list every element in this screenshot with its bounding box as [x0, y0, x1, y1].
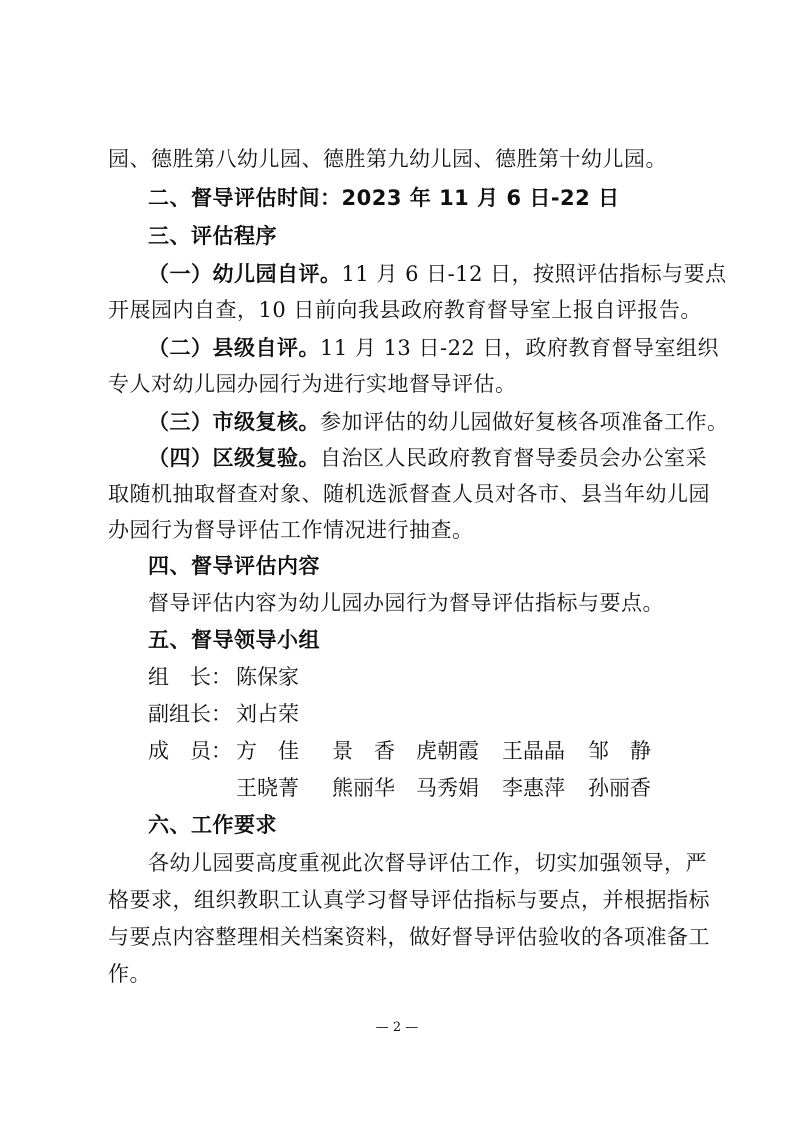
member-name: 方 佳	[236, 739, 299, 763]
procedure-item-2-cont: 专人对幼儿园办园行为进行实地督导评估。	[108, 372, 517, 396]
member-name: 虎朝霞	[416, 739, 479, 763]
procedure-item-4	[148, 440, 748, 476]
requirements-line-1: 各幼儿园要高度重视此次督导评估工作，切实加强领导，严	[148, 851, 707, 875]
procedure-item-4-cont-1: 取随机抽取督查对象、随机选派督查人员对各市、县当年幼儿园	[108, 482, 710, 506]
procedure-item-2	[148, 330, 748, 366]
procedure-item-1	[148, 256, 748, 292]
team-deputy-name: 刘占荣	[236, 702, 299, 726]
section-heading-content: 四、督导评估内容	[148, 554, 320, 578]
requirements-line-3: 与要点内容整理相关档案资料，做好督导评估验收的各项准备工	[108, 925, 710, 949]
requirements-line-2: 格要求，组织教职工认真学习督导评估指标与要点，并根据指标	[108, 888, 710, 912]
section-heading-procedure: 三、评估程序	[148, 224, 277, 248]
procedure-item-4-title: （四）区级复验。	[148, 445, 320, 470]
member-name: 熊丽华	[332, 776, 395, 800]
member-name: 景 香	[332, 739, 395, 763]
team-deputy-label: 副组长：	[148, 702, 232, 726]
paragraph-continuation: 园、德胜第八幼儿园、德胜第九幼儿园、德胜第十幼儿园。	[108, 147, 667, 171]
procedure-item-2-text: 11 月 13 日-22 日，政府教育督导室组织	[320, 336, 719, 360]
member-name: 王晓菁	[236, 776, 299, 800]
procedure-item-4-text: 自治区人民政府教育督导委员会办公室采	[320, 446, 707, 470]
procedure-item-1-title: （一）幼儿园自评。	[148, 261, 342, 286]
procedure-item-3-title: （三）市级复核。	[148, 409, 320, 434]
procedure-item-1-cont: 开展园内自查，10 日前向我县政府教育督导室上报自评报告。	[108, 298, 702, 322]
member-name: 邹 静	[588, 739, 651, 763]
procedure-item-3	[148, 404, 748, 440]
section-heading-leadership: 五、督导领导小组	[148, 628, 320, 652]
member-name: 孙丽香	[588, 776, 651, 800]
section-content-text: 督导评估内容为幼儿园办园行为督导评估指标与要点。	[148, 591, 664, 615]
member-name: 王晶晶	[502, 739, 565, 763]
team-members-label: 成 员：	[148, 739, 232, 763]
team-leader-label: 组 长：	[148, 665, 232, 689]
member-name: 李惠萍	[502, 776, 565, 800]
procedure-item-4-cont-2: 办园行为督导评估工作情况进行抽查。	[108, 518, 474, 542]
team-leader-name: 陈保家	[236, 665, 299, 689]
section-heading-requirements: 六、工作要求	[148, 813, 277, 837]
procedure-item-1-text: 11 月 6 日-12 日，按照评估指标与要点	[341, 262, 727, 286]
procedure-item-3-text: 参加评估的幼儿园做好复核各项准备工作。	[320, 410, 729, 434]
page-number: — 2 —	[375, 1020, 419, 1035]
section-heading-time: 二、督导评估时间：2023 年 11 月 6 日-22 日	[148, 186, 620, 210]
procedure-item-2-title: （二）县级自评。	[148, 335, 320, 360]
requirements-line-4: 作。	[108, 962, 151, 986]
member-name: 马秀娟	[416, 776, 479, 800]
